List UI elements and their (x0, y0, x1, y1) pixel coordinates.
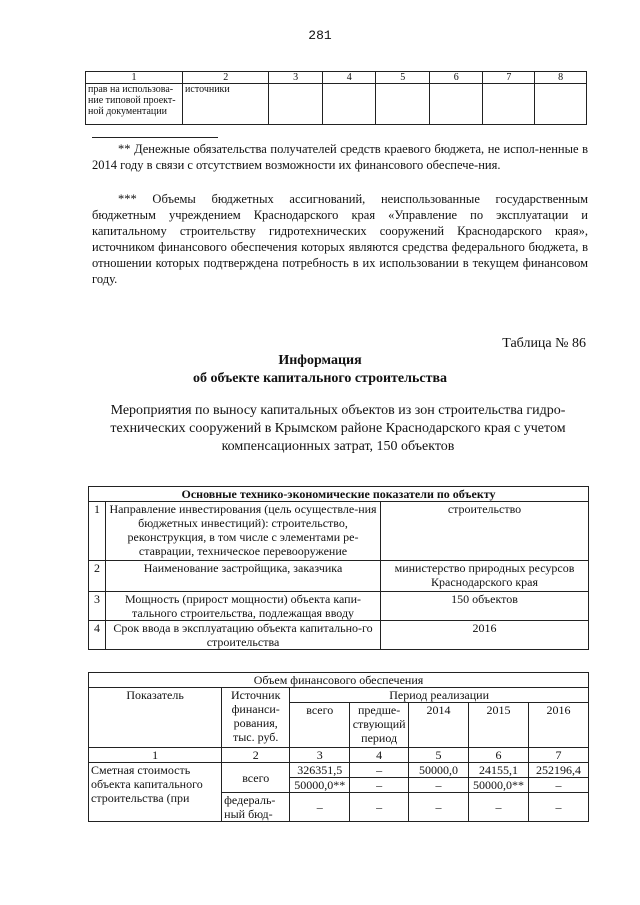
footnote-3: *** Объемы бюджетных ассигнований, неиспользованные государственным бюджетным учреждением Краснодарского края «Управление по эксплуатации и капитальному строительству гидротехнических сооружений Краснодарского края», источником финансового обеспечения которых являются средства федерального бюджета, в отношении которых подтверждена потребность в их использовании в текущем финансовом году. (92, 192, 588, 286)
continued-table (85, 71, 587, 125)
table-row: федераль-ный бюд- – – – – – (89, 793, 589, 822)
table-header-row: 1 2 3 4 5 6 7 8 (86, 72, 587, 84)
page-number: 281 (308, 28, 332, 43)
table-row: 1 2 3 4 5 6 7 (89, 748, 589, 763)
footnote-2: ** Денежные обязательства получателей средств краевого бюджета, не испол-ненные в 2014 году в связи с отсутствием возможности их финансового обеспече-ния. (92, 142, 588, 172)
section-title: Информация (278, 353, 362, 368)
indicators-header: Основные технико-экономические показатели по объекту (89, 487, 589, 502)
table-number: Таблица № 86 (502, 336, 586, 351)
footnote-rule (92, 137, 218, 138)
table-row: 4 Срок ввода в эксплуатацию объекта капитально-го строительства 2016 (89, 621, 589, 650)
section-subtitle: об объекте капитального строительства (192, 371, 448, 386)
table-row: 50000,0** – – 50000,0** – (89, 778, 589, 793)
finance-table: Объем финансового обеспечения Показатель Источник финанси-рования, тыс. руб. Период реализации всего предше-ствующий период 2014 2015 2016 1 2 3 4 5 6 7 Сметная стоимость объекта капитального строительства (при всего 326351,5 – 50000,0 24155,1 252196,4 50000,0** – – 50000,0** – федераль-ный бюд- – – – – – (88, 672, 589, 822)
object-description: Мероприятия по выносу капитальных объектов из зон строительства гидро-технических сооружений в Крымском районе Краснодарского края с учетом компенсационных затрат, 150 объектов (110, 403, 566, 454)
table-row: 3 Мощность (прирост мощности) объекта капи-тального строительства, подлежащая вводу 150 объектов (89, 592, 589, 621)
table-row: Сметная стоимость объекта капитального строительства (при всего 326351,5 – 50000,0 24155,1 252196,4 (89, 763, 589, 778)
table-row: 2 Наименование застройщика, заказчика министерство природных ресурсов Краснодарского края (89, 561, 589, 592)
table-row: 1 Направление инвестирования (цель осуществле-ния бюджетных инвестиций): строительство, реконструкция, в том числе с элементами ре-ставрации, техническое перевооружение строительство (89, 502, 589, 561)
finance-header: Объем финансового обеспечения (89, 673, 589, 688)
indicators-table (88, 486, 589, 650)
table-row: прав на использова-ние типовой проект-ной документации источники (86, 84, 587, 125)
